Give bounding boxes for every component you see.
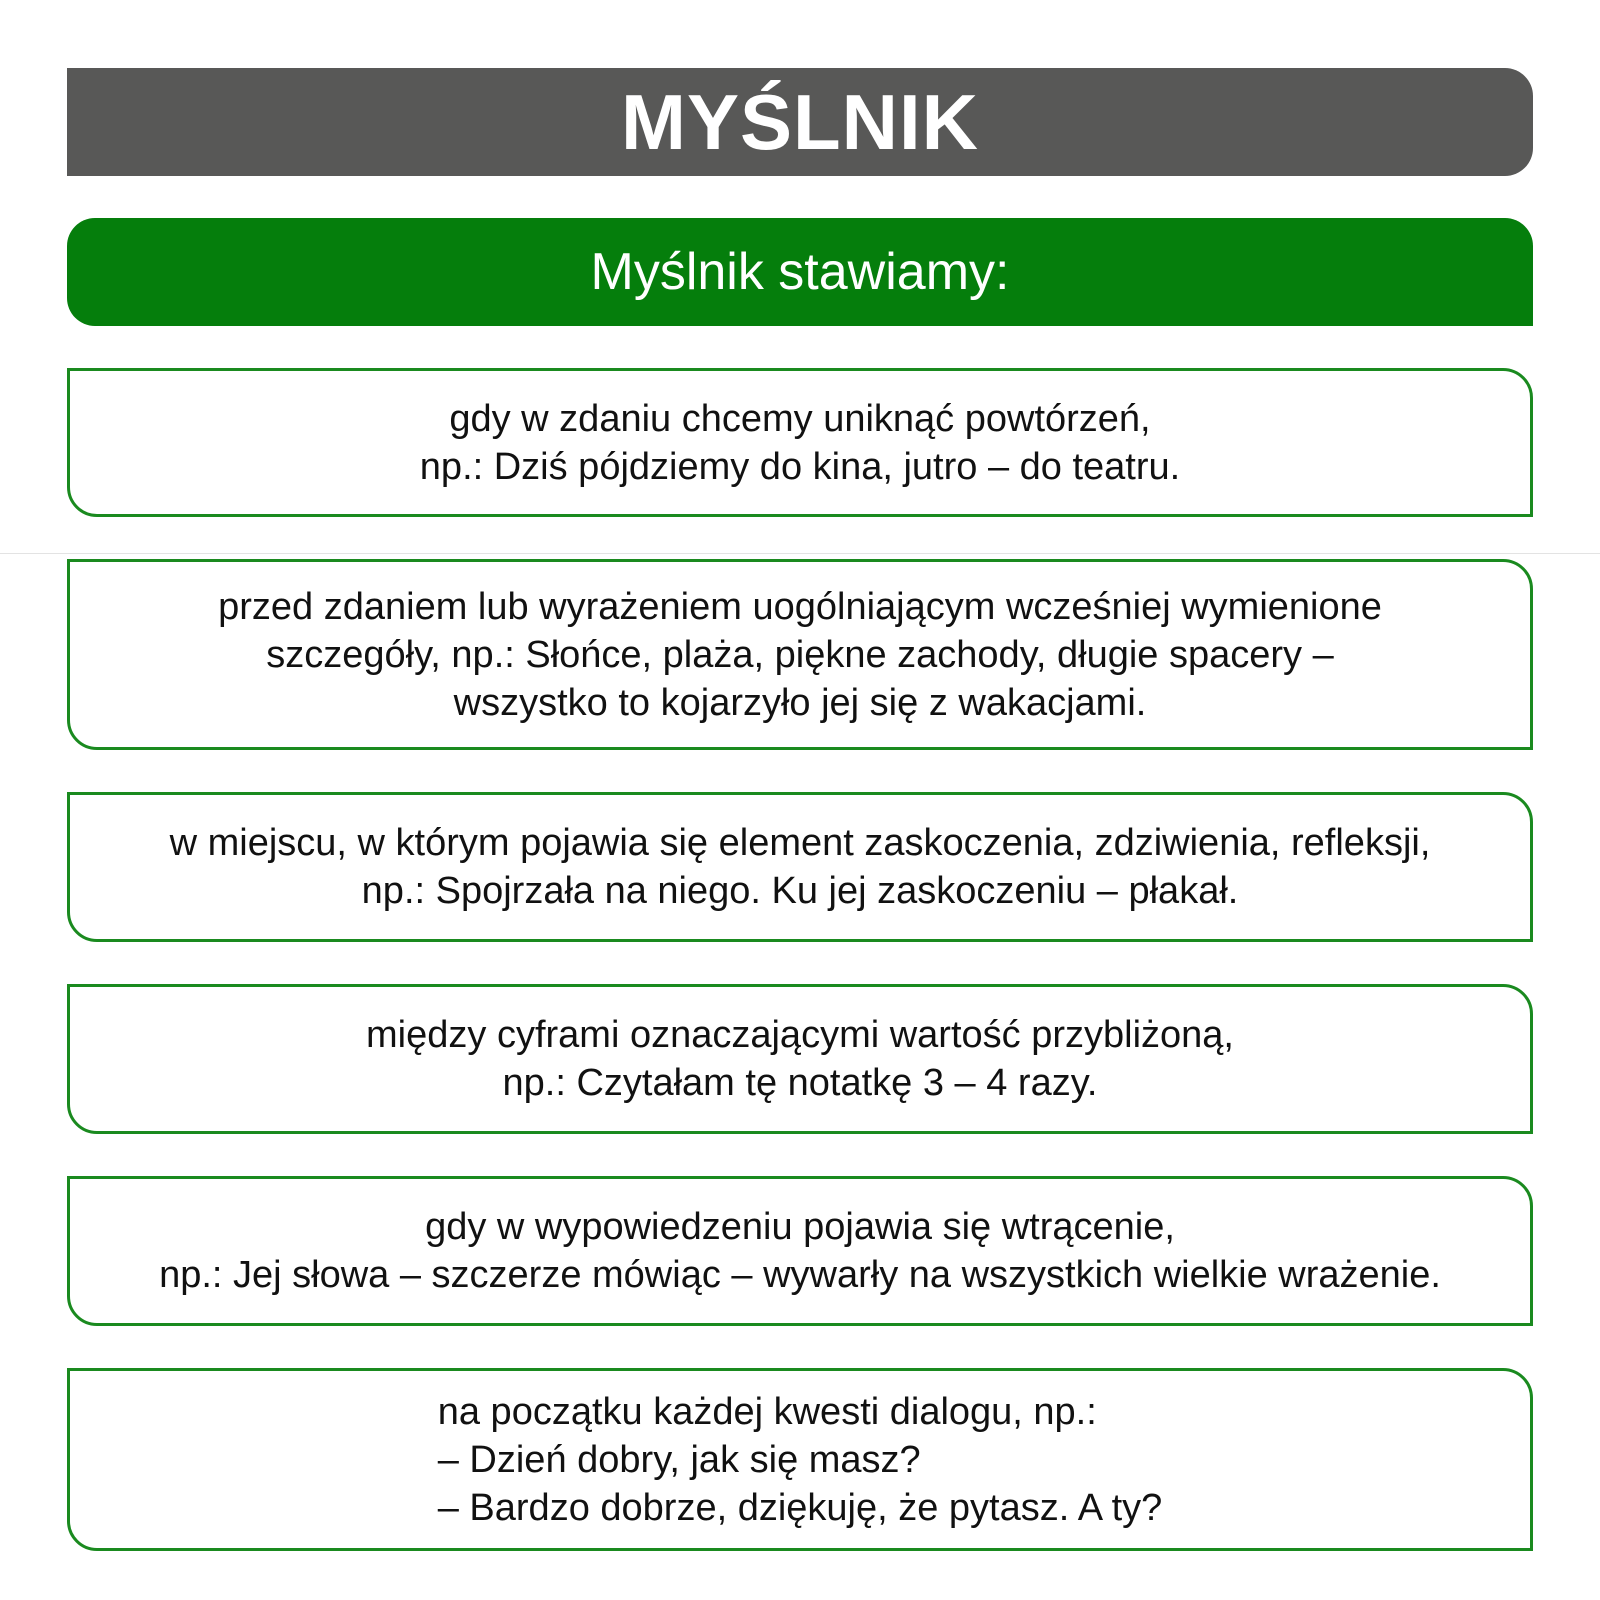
rule-3-line-1: w miejscu, w którym pojawia się element zaskoczenia, zdziwienia, refleksji, (169, 822, 1431, 864)
rule-box-1 (67, 368, 1533, 517)
rule-5-line-2: np.: Jej słowa – szczerze mówiąc – wywarły na wszystkich wielkie wrażenie. (159, 1254, 1441, 1296)
subtitle-banner (67, 218, 1533, 326)
rule-6-line-3: – Bardzo dobrze, dziękuję, że pytasz. A ty? (437, 1486, 1163, 1529)
rule-2-line-2: szczegóły, np.: Słońce, plaża, piękne zachody, długie spacery – (266, 633, 1334, 676)
rule-box-2 (67, 559, 1533, 750)
rule-box-5 (67, 1176, 1533, 1326)
rule-1-line-1: gdy w zdaniu chcemy uniknąć powtórzeń, (449, 397, 1151, 440)
section-heading: Myślnik stawiamy: (590, 243, 1010, 301)
rule-box-4 (67, 984, 1533, 1134)
rule-4-line-2: np.: Czytałam tę notatkę 3 – 4 razy. (502, 1062, 1098, 1104)
divider-line (0, 553, 1600, 554)
page-title: MYŚLNIK (621, 77, 979, 166)
rule-2-line-3: wszystko to kojarzyło jej się z wakacjami. (453, 681, 1147, 724)
rule-4-line-1: między cyframi oznaczającymi wartość przybliżoną, (366, 1014, 1234, 1056)
rule-1-line-2: np.: Dziś pójdziemy do kina, jutro – do teatru. (419, 445, 1181, 488)
rule-box-3 (67, 792, 1533, 942)
rule-6-line-1: na początku każdej kwesti dialogu, np.: (437, 1390, 1097, 1433)
dialogue-example (438, 1388, 1163, 1532)
title-banner (67, 68, 1533, 176)
rule-6-line-2: – Dzień dobry, jak się masz? (437, 1438, 921, 1481)
rule-3-line-2: np.: Spojrzała na niego. Ku jej zaskoczeniu – płakał. (361, 870, 1239, 912)
rule-box-6 (67, 1368, 1533, 1551)
rule-2-line-1: przed zdaniem lub wyrażeniem uogólniającym wcześniej wymienione (218, 585, 1382, 628)
rule-5-line-1: gdy w wypowiedzeniu pojawia się wtrącenie, (425, 1206, 1175, 1248)
